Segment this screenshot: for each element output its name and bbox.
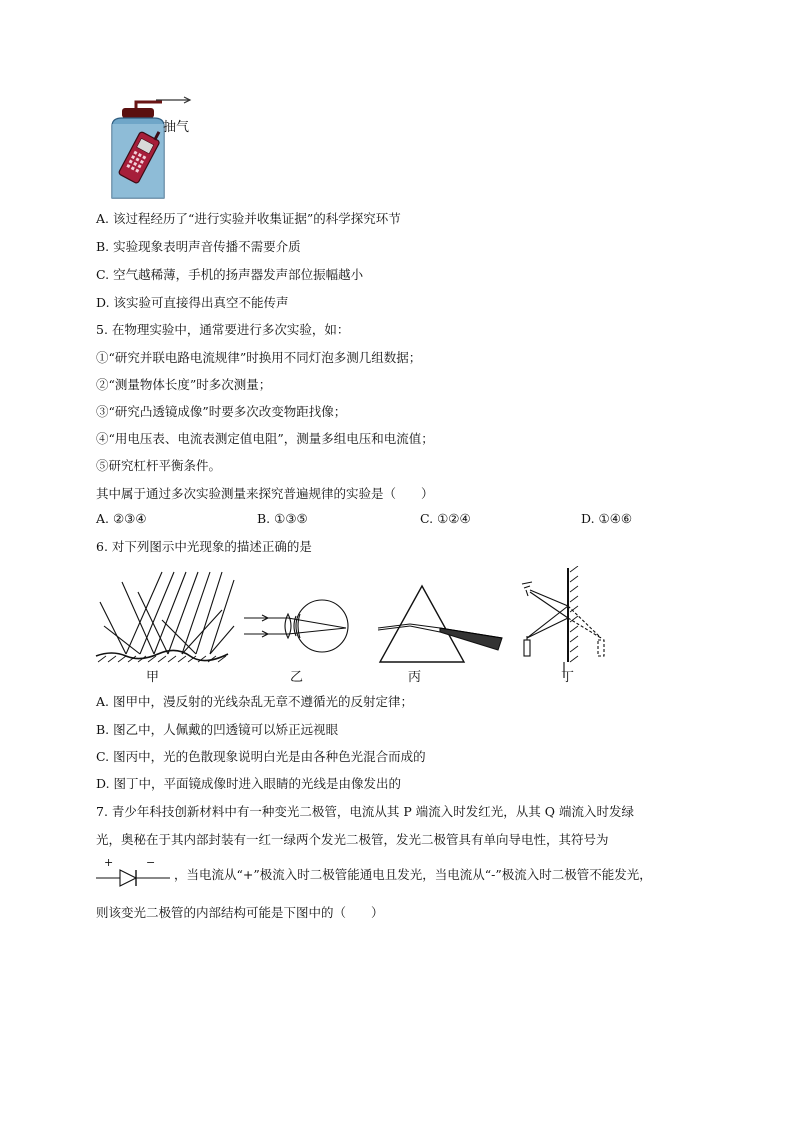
diode-plus-label: + [104, 856, 114, 869]
figure-caption-yi: 乙 [290, 670, 304, 685]
q5-option-d: D. ①④⑥ [581, 511, 633, 526]
q5-option-a: A. ②③④ [96, 511, 147, 526]
q5-item-3: ③“研究凸透镜成像”时要多次改变物距找像； [96, 404, 347, 419]
prism-figure [378, 586, 502, 662]
q4-option-a: A. 该过程经历了“进行实验并收集证据”的科学探究环节 [96, 211, 401, 226]
bell-jar-phone-figure [106, 96, 202, 200]
q5-item-5: ⑤研究杠杆平衡条件。 [96, 458, 222, 473]
eye-lens-figure [244, 600, 348, 652]
q7-line-2: 光，奥秘在于其内部封装有一红一绿两个发光二极管，发光二极管具有单向导电性，其符号为 [96, 832, 609, 847]
optics-figures [92, 566, 618, 690]
q7-line-1: 7. 青少年科技创新材料中有一种变光二极管，电流从其 P 端流入时发红光，从其 Q 端流入时发绿 [96, 804, 634, 819]
q4-option-d: D. 该实验可直接得出真空不能传声 [96, 295, 289, 310]
q5-stem: 5. 在物理实验中，通常要进行多次实验，如： [96, 322, 350, 337]
figure-caption-bing: 丙 [408, 670, 422, 685]
q6-option-d: D. 图丁中，平面镜成像时进入眼睛的光线是由像发出的 [96, 776, 402, 791]
q6-stem: 6. 对下列图示中光现象的描述正确的是 [96, 539, 312, 554]
q5-option-c: C. ①②④ [420, 511, 471, 526]
q5-item-1: ①“研究并联电路电流规律”时换用不同灯泡多测几组数据； [96, 350, 422, 365]
q6-option-a: A. 图甲中，漫反射的光线杂乱无章不遵循光的反射定律； [96, 694, 413, 709]
diffuse-reflection-figure [96, 572, 234, 662]
diode-symbol [96, 858, 172, 892]
q6-option-c: C. 图丙中，光的色散现象说明白光是由各种色光混合而成的 [96, 749, 426, 764]
q5-item-2: ②“测量物体长度”时多次测量； [96, 377, 272, 392]
q4-option-b: B. 实验现象表明声音传播不需要介质 [96, 239, 301, 254]
q5-item-4: ④“用电压表、电流表测定值电阻”，测量多组电压和电流值； [96, 431, 434, 446]
plane-mirror-figure [522, 566, 604, 678]
q7-line-3: ，当电流从“+”极流入时二极管能通电且发光，当电流从“-”极流入时二极管不能发光， [174, 867, 652, 882]
q5-question: 其中属于通过多次实验测量来探究普遍规律的实验是（ ） [96, 486, 434, 501]
q5-option-b: B. ①③⑤ [257, 511, 308, 526]
figure-caption-ding: 丁 [561, 670, 575, 685]
figure-label-pump: 抽气 [163, 120, 190, 135]
q4-option-c: C. 空气越稀薄，手机的扬声器发声部位振幅越小 [96, 267, 364, 282]
diode-minus-label: − [146, 856, 156, 869]
figure-caption-jia: 甲 [146, 670, 160, 685]
q6-option-b: B. 图乙中，人佩戴的凹透镜可以矫正远视眼 [96, 722, 339, 737]
q7-line-4: 则该变光二极管的内部结构可能是下图中的（ ） [96, 905, 384, 920]
